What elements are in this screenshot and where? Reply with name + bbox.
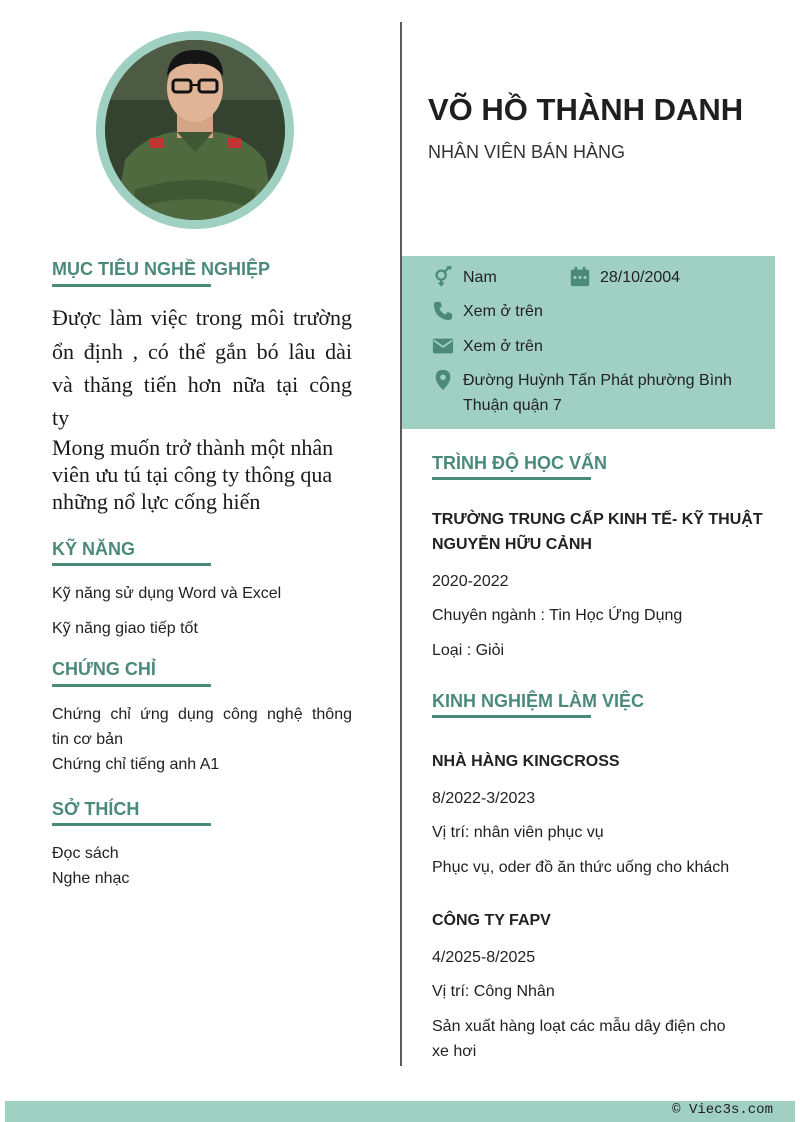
skills-underline xyxy=(52,563,211,566)
job-company: CÔNG TY FAPV xyxy=(432,912,551,929)
objective-line-last: ty xyxy=(52,405,70,430)
contact-address xyxy=(432,368,762,418)
objective-line: Được làm việc trong môi trường xyxy=(52,305,352,330)
hobbies-title: SỞ THÍCH xyxy=(52,799,140,819)
contact-email xyxy=(432,334,543,359)
skill-item: Kỹ năng giao tiếp tốt xyxy=(52,620,198,637)
objective-line: viên ưu tú tại công ty thông qua xyxy=(52,462,333,487)
email-value: Xem ở trên xyxy=(463,338,543,355)
contact-birthdate xyxy=(569,265,680,290)
objective-line: và thăng tiến hơn nữa tại công xyxy=(52,372,352,397)
objective-title: MỤC TIÊU NGHỀ NGHIỆP xyxy=(52,259,271,279)
certificate-item: tin cơ bản xyxy=(52,731,123,748)
contact-panel xyxy=(402,256,775,429)
avatar xyxy=(96,31,294,229)
gender-icon xyxy=(432,266,454,288)
job-period: 8/2022-3/2023 xyxy=(432,790,536,807)
objective-line: những nổ lực cống hiến xyxy=(52,489,261,514)
phone-icon xyxy=(432,300,454,322)
footer-bar xyxy=(5,1101,795,1122)
calendar-icon xyxy=(569,266,591,288)
job-title: NHÂN VIÊN BÁN HÀNG xyxy=(428,142,626,162)
objective-paragraph-1 xyxy=(52,301,352,402)
hobby-item: Nghe nhạc xyxy=(52,870,130,887)
objective-line: Mong muốn trở thành một nhân xyxy=(52,435,334,460)
objective-underline xyxy=(52,284,211,287)
profile-photo xyxy=(105,40,285,220)
gender-value: Nam xyxy=(463,269,497,286)
hobbies-underline xyxy=(52,823,211,826)
footer-credit: © Viec3s.com xyxy=(672,1102,773,1118)
column-divider xyxy=(400,22,402,1066)
certificates-title: CHỨNG CHỈ xyxy=(52,659,156,679)
address-line-1: Đường Huỳnh Tấn Phát phường Bình xyxy=(463,372,732,389)
objective-line: ổn định , có thể gắn bó lâu dài xyxy=(52,338,352,364)
email-icon xyxy=(432,335,454,357)
certificate-list xyxy=(52,702,352,777)
job-description-line: Sản xuất hàng loạt các mẫu dây điện cho xyxy=(432,1018,726,1035)
education-major: Chuyên ngành : Tin Học Ứng Dụng xyxy=(432,607,683,624)
education-underline xyxy=(432,477,591,480)
school-name-line: TRƯỜNG TRUNG CẤP KINH TẾ- KỸ THUẬT xyxy=(432,511,763,528)
job-period: 4/2025-8/2025 xyxy=(432,949,536,966)
experience-title: KINH NGHIỆM LÀM VIỆC xyxy=(432,691,645,711)
contact-gender xyxy=(432,265,497,290)
certificate-item: Chứng chỉ tiếng anh A1 xyxy=(52,756,220,773)
certificate-item: Chứng chỉ ứng dụng công nghệ thông xyxy=(52,706,352,723)
birthdate-value: 28/10/2004 xyxy=(600,269,681,286)
job-company: NHÀ HÀNG KINGCROSS xyxy=(432,753,620,770)
job-description xyxy=(432,1014,726,1064)
experience-underline xyxy=(432,715,591,718)
skill-item: Kỹ năng sử dụng Word và Excel xyxy=(52,585,282,602)
objective-paragraph-2 xyxy=(52,434,362,515)
skills-title: KỸ NĂNG xyxy=(52,539,136,559)
education-grade: Loại : Giỏi xyxy=(432,642,505,659)
job-description-line: xe hơi xyxy=(432,1043,477,1060)
hobby-list xyxy=(52,841,129,891)
job-position: Vị trí: Công Nhân xyxy=(432,983,555,1000)
hobby-item: Đọc sách xyxy=(52,845,119,862)
certificates-underline xyxy=(52,684,211,687)
education-period: 2020-2022 xyxy=(432,573,509,590)
school-name xyxy=(432,507,763,557)
address-line-2: Thuận quận 7 xyxy=(463,397,562,414)
school-name-line: NGUYỄN HỮU CẢNH xyxy=(432,536,592,553)
contact-phone xyxy=(432,299,543,324)
location-pin-icon xyxy=(432,369,454,391)
job-description: Phục vụ, oder đồ ăn thức uống cho khách xyxy=(432,859,730,876)
phone-value: Xem ở trên xyxy=(463,303,543,320)
education-title: TRÌNH ĐỘ HỌC VẤN xyxy=(432,453,607,473)
job-position: Vị trí: nhân viên phục vụ xyxy=(432,824,604,841)
candidate-name: VÕ HỒ THÀNH DANH xyxy=(428,92,744,127)
